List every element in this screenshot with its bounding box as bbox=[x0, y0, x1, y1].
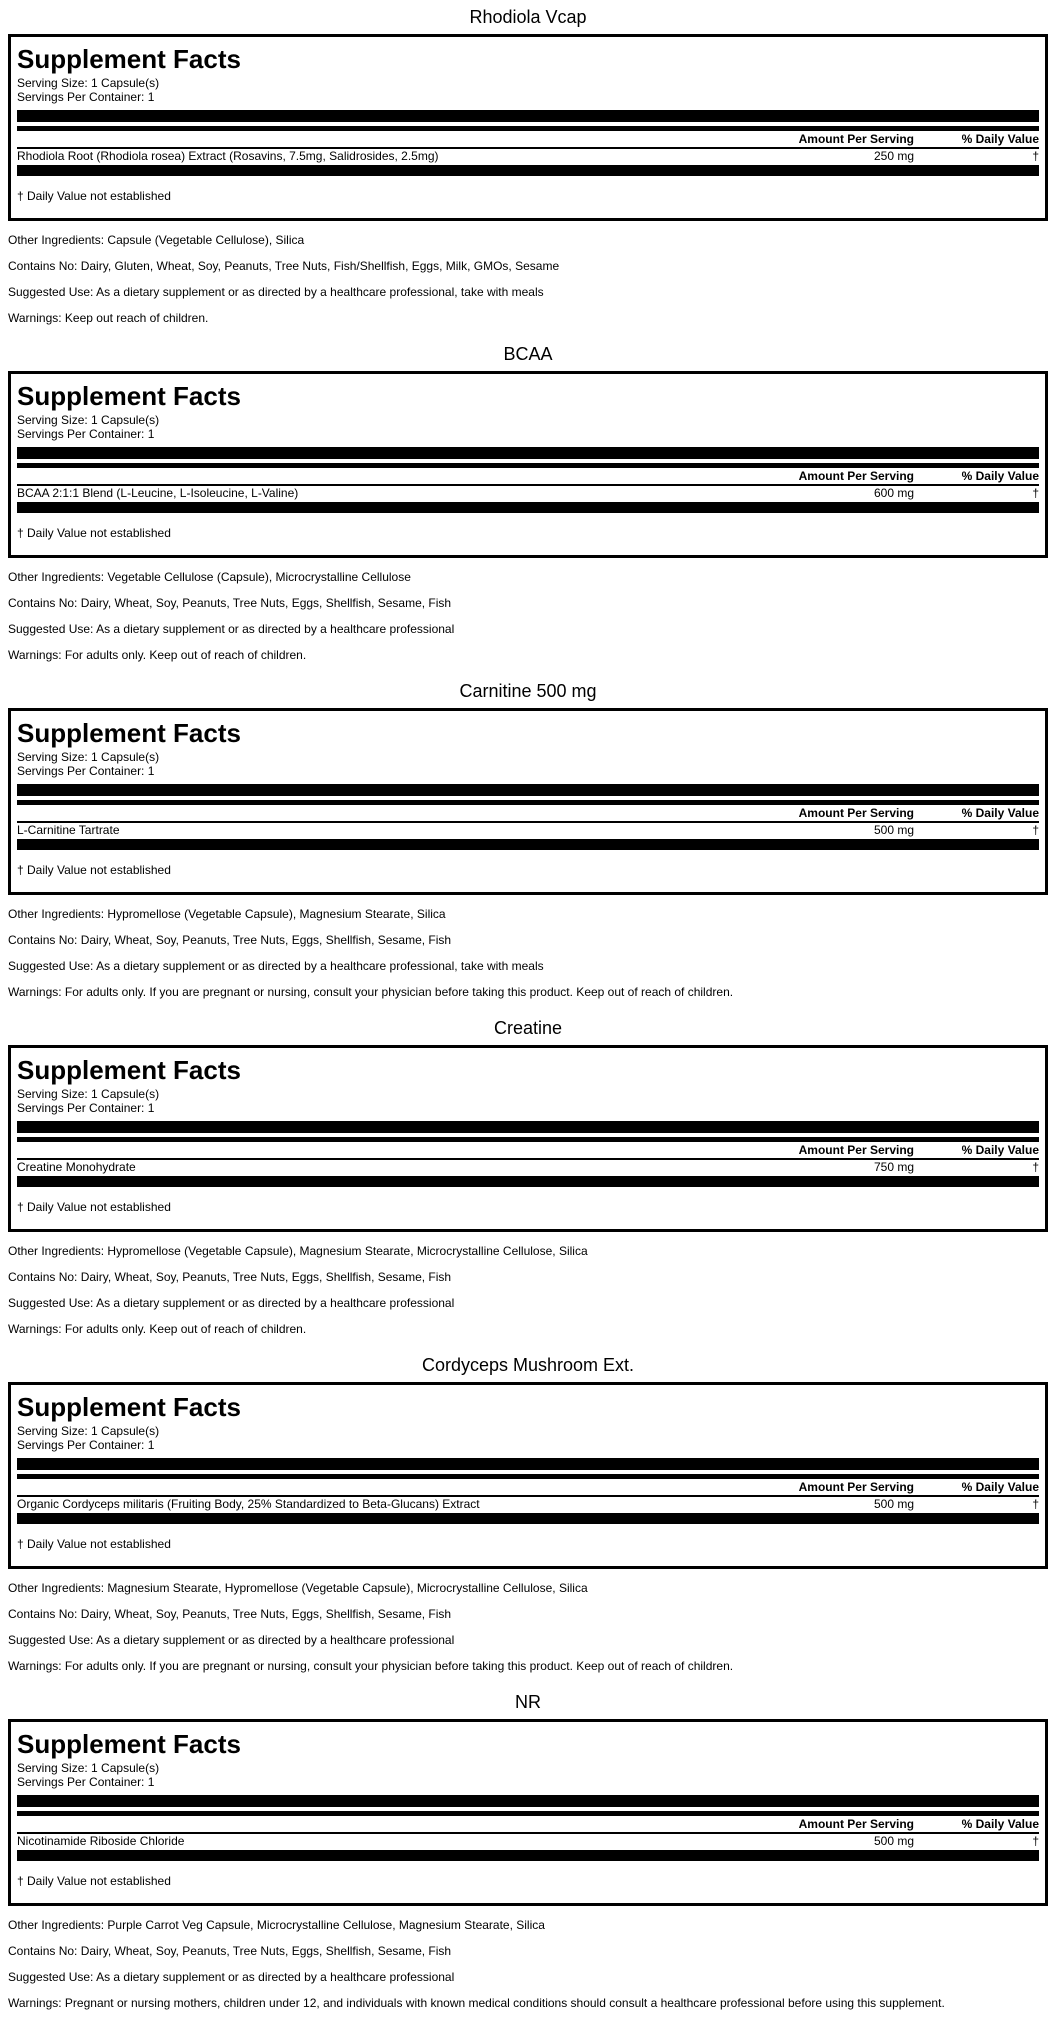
other-ingredients-text: Vegetable Cellulose (Capsule), Microcrystalline Cellulose bbox=[107, 570, 411, 584]
servings-per-container-value: 1 bbox=[147, 427, 155, 441]
serving-size-line bbox=[17, 750, 1039, 764]
servings-per-container-label: Servings Per Container: bbox=[17, 764, 145, 778]
servings-per-container-line bbox=[17, 764, 1039, 778]
contains-no-label: Contains No: bbox=[8, 1944, 78, 1958]
ingredient-name: Rhodiola Root (Rhodiola rosea) Extract (Rosavins, 7.5mg, Salidrosides, 2.5mg) bbox=[17, 149, 439, 163]
facts-header-row bbox=[17, 1143, 1039, 1158]
serving-size-label: Serving Size: bbox=[17, 1087, 88, 1101]
suggested-use-label: Suggested Use: bbox=[8, 959, 94, 973]
supplement-facts-heading: Supplement Facts bbox=[17, 44, 241, 74]
ingredient-daily-value: † bbox=[1032, 486, 1039, 500]
ingredient-daily-value: † bbox=[1032, 1497, 1039, 1511]
bottom-divider bbox=[17, 839, 1039, 850]
product-title: Creatine bbox=[493, 1018, 563, 1038]
serving-size-value: 1 Capsule(s) bbox=[91, 1761, 160, 1775]
warnings-line bbox=[8, 648, 1048, 674]
ingredient-column-header bbox=[17, 469, 714, 484]
ingredient-row bbox=[17, 1160, 1039, 1175]
supplement-facts-panel bbox=[8, 1045, 1048, 1232]
ingredient-column-header bbox=[17, 1817, 714, 1832]
supplement-facts-panel bbox=[8, 34, 1048, 221]
ingredient-row bbox=[17, 1497, 1039, 1512]
product-info bbox=[8, 1232, 1048, 1348]
contains-no-text: Dairy, Wheat, Soy, Peanuts, Tree Nuts, Eggs, Shellfish, Sesame, Fish bbox=[80, 596, 452, 610]
ingredient-amount: 250 mg bbox=[873, 149, 914, 163]
other-ingredients-line bbox=[8, 907, 1048, 933]
ingredient-amount: 500 mg bbox=[873, 1497, 914, 1511]
ingredient-column-header bbox=[17, 806, 714, 821]
other-ingredients-line bbox=[8, 233, 1048, 259]
bottom-divider bbox=[17, 502, 1039, 513]
supplement-facts-heading: Supplement Facts bbox=[17, 718, 241, 748]
ingredient-name: L-Carnitine Tartrate bbox=[17, 823, 120, 837]
other-ingredients-label: Other Ingredients: bbox=[8, 1244, 105, 1258]
medium-divider bbox=[17, 126, 1039, 131]
ingredient-amount: 600 mg bbox=[873, 486, 914, 500]
amount-column-header: Amount Per Serving bbox=[798, 806, 914, 820]
servings-per-container-line bbox=[17, 1438, 1039, 1452]
medium-divider bbox=[17, 1137, 1039, 1142]
serving-size-label: Serving Size: bbox=[17, 1761, 88, 1775]
other-ingredients-label: Other Ingredients: bbox=[8, 907, 105, 921]
warnings-line bbox=[8, 985, 1048, 1011]
warnings-line bbox=[8, 1322, 1048, 1348]
supplement-facts-panel bbox=[8, 708, 1048, 895]
daily-value-column-header: % Daily Value bbox=[961, 1817, 1039, 1831]
suggested-use-label: Suggested Use: bbox=[8, 1633, 94, 1647]
ingredient-name: Creatine Monohydrate bbox=[17, 1160, 136, 1174]
servings-per-container-label: Servings Per Container: bbox=[17, 1438, 145, 1452]
ingredient-amount: 500 mg bbox=[873, 823, 914, 837]
ingredient-amount: 500 mg bbox=[873, 1834, 914, 1848]
other-ingredients-text: Hypromellose (Vegetable Capsule), Magnesium Stearate, Microcrystalline Cellulose, Silica bbox=[107, 1244, 588, 1258]
servings-per-container-value: 1 bbox=[147, 1775, 155, 1789]
other-ingredients-text: Hypromellose (Vegetable Capsule), Magnesium Stearate, Silica bbox=[107, 907, 446, 921]
product-info bbox=[8, 895, 1048, 1011]
contains-no-line bbox=[8, 1270, 1048, 1296]
contains-no-label: Contains No: bbox=[8, 1607, 78, 1621]
servings-per-container-line bbox=[17, 90, 1039, 104]
suggested-use-label: Suggested Use: bbox=[8, 285, 94, 299]
suggested-use-text: As a dietary supplement or as directed by a healthcare professional bbox=[96, 622, 455, 636]
ingredient-row bbox=[17, 823, 1039, 838]
warnings-line bbox=[8, 1659, 1048, 1685]
contains-no-text: Dairy, Wheat, Soy, Peanuts, Tree Nuts, Eggs, Shellfish, Sesame, Fish bbox=[80, 1270, 452, 1284]
bottom-divider bbox=[17, 1176, 1039, 1187]
product-section bbox=[8, 1348, 1048, 1685]
suggested-use-line bbox=[8, 1633, 1048, 1659]
facts-header-row bbox=[17, 132, 1039, 147]
facts-header-row bbox=[17, 1817, 1039, 1832]
daily-value-column-header: % Daily Value bbox=[961, 132, 1039, 146]
serving-size-value: 1 Capsule(s) bbox=[91, 1087, 160, 1101]
serving-size-line bbox=[17, 413, 1039, 427]
suggested-use-line bbox=[8, 959, 1048, 985]
product-info bbox=[8, 1906, 1048, 2022]
ingredient-name: BCAA 2:1:1 Blend (L-Leucine, L-Isoleucine, L-Valine) bbox=[17, 486, 299, 500]
supplement-facts-panel bbox=[8, 1382, 1048, 1569]
other-ingredients-label: Other Ingredients: bbox=[8, 1581, 105, 1595]
suggested-use-line bbox=[8, 285, 1048, 311]
amount-column-header: Amount Per Serving bbox=[798, 132, 914, 146]
daily-value-footnote: † Daily Value not established bbox=[17, 1874, 171, 1888]
ingredient-column-header bbox=[17, 1143, 714, 1158]
supplement-facts-panel bbox=[8, 1719, 1048, 1906]
medium-divider bbox=[17, 463, 1039, 468]
product-section bbox=[8, 1685, 1048, 2022]
ingredient-daily-value: † bbox=[1032, 1834, 1039, 1848]
supplement-facts-panel bbox=[8, 371, 1048, 558]
servings-per-container-label: Servings Per Container: bbox=[17, 1101, 145, 1115]
serving-size-line bbox=[17, 1424, 1039, 1438]
ingredient-row bbox=[17, 486, 1039, 501]
ingredient-name: Organic Cordyceps militaris (Fruiting Body, 25% Standardized to Beta-Glucans) Extract bbox=[17, 1497, 480, 1511]
other-ingredients-line bbox=[8, 1244, 1048, 1270]
serving-size-label: Serving Size: bbox=[17, 76, 88, 90]
suggested-use-text: As a dietary supplement or as directed by a healthcare professional, take with meals bbox=[96, 959, 544, 973]
product-title: Carnitine 500 mg bbox=[459, 681, 597, 701]
serving-size-value: 1 Capsule(s) bbox=[91, 750, 160, 764]
contains-no-line bbox=[8, 1607, 1048, 1633]
warnings-label: Warnings: bbox=[8, 1659, 62, 1673]
daily-value-footnote: † Daily Value not established bbox=[17, 1200, 171, 1214]
thick-divider bbox=[17, 1121, 1039, 1133]
servings-per-container-line bbox=[17, 427, 1039, 441]
thick-divider bbox=[17, 1458, 1039, 1470]
amount-column-header: Amount Per Serving bbox=[798, 469, 914, 483]
other-ingredients-line bbox=[8, 570, 1048, 596]
serving-size-value: 1 Capsule(s) bbox=[91, 76, 160, 90]
suggested-use-label: Suggested Use: bbox=[8, 1296, 94, 1310]
product-section bbox=[8, 337, 1048, 674]
product-title: NR bbox=[515, 1692, 541, 1712]
serving-size-value: 1 Capsule(s) bbox=[91, 413, 160, 427]
ingredient-daily-value: † bbox=[1032, 823, 1039, 837]
suggested-use-text: As a dietary supplement or as directed by a healthcare professional bbox=[96, 1296, 455, 1310]
servings-per-container-label: Servings Per Container: bbox=[17, 427, 145, 441]
servings-per-container-label: Servings Per Container: bbox=[17, 90, 145, 104]
suggested-use-line bbox=[8, 1296, 1048, 1322]
contains-no-label: Contains No: bbox=[8, 259, 78, 273]
warnings-text: Pregnant or nursing mothers, children under 12, and individuals with known medical conditions should consult a healthcare professional before using this supplement. bbox=[64, 1996, 945, 2010]
supplement-facts-heading: Supplement Facts bbox=[17, 1729, 241, 1759]
thick-divider bbox=[17, 784, 1039, 796]
warnings-line bbox=[8, 311, 1048, 337]
product-section bbox=[8, 674, 1048, 1011]
daily-value-footnote: † Daily Value not established bbox=[17, 1537, 171, 1551]
warnings-label: Warnings: bbox=[8, 311, 62, 325]
other-ingredients-line bbox=[8, 1918, 1048, 1944]
bottom-divider bbox=[17, 1513, 1039, 1524]
suggested-use-line bbox=[8, 622, 1048, 648]
ingredient-column-header bbox=[17, 132, 714, 147]
warnings-label: Warnings: bbox=[8, 985, 62, 999]
other-ingredients-text: Magnesium Stearate, Hypromellose (Vegetable Capsule), Microcrystalline Cellulose, Silica bbox=[107, 1581, 588, 1595]
contains-no-label: Contains No: bbox=[8, 933, 78, 947]
warnings-label: Warnings: bbox=[8, 1996, 62, 2010]
warnings-text: For adults only. If you are pregnant or nursing, consult your physician before taking this product. Keep out of reach of children. bbox=[64, 985, 734, 999]
serving-size-value: 1 Capsule(s) bbox=[91, 1424, 160, 1438]
medium-divider bbox=[17, 800, 1039, 805]
amount-column-header: Amount Per Serving bbox=[798, 1817, 914, 1831]
serving-size-label: Serving Size: bbox=[17, 413, 88, 427]
suggested-use-text: As a dietary supplement or as directed by a healthcare professional bbox=[96, 1970, 455, 1984]
suggested-use-label: Suggested Use: bbox=[8, 622, 94, 636]
medium-divider bbox=[17, 1811, 1039, 1816]
thick-divider bbox=[17, 1795, 1039, 1807]
other-ingredients-label: Other Ingredients: bbox=[8, 1918, 105, 1932]
warnings-text: For adults only. If you are pregnant or nursing, consult your physician before taking this product. Keep out of reach of children. bbox=[64, 1659, 734, 1673]
facts-header-row bbox=[17, 469, 1039, 484]
servings-per-container-value: 1 bbox=[147, 764, 155, 778]
other-ingredients-label: Other Ingredients: bbox=[8, 570, 105, 584]
servings-per-container-value: 1 bbox=[147, 1101, 155, 1115]
contains-no-text: Dairy, Wheat, Soy, Peanuts, Tree Nuts, Eggs, Shellfish, Sesame, Fish bbox=[80, 933, 452, 947]
contains-no-label: Contains No: bbox=[8, 596, 78, 610]
other-ingredients-text: Purple Carrot Veg Capsule, Microcrystalline Cellulose, Magnesium Stearate, Silica bbox=[107, 1918, 545, 1932]
product-title: Rhodiola Vcap bbox=[469, 7, 587, 27]
suggested-use-label: Suggested Use: bbox=[8, 1970, 94, 1984]
ingredient-column-header bbox=[17, 1480, 714, 1495]
contains-no-line bbox=[8, 1944, 1048, 1970]
contains-no-line bbox=[8, 259, 1048, 285]
other-ingredients-text: Capsule (Vegetable Cellulose), Silica bbox=[107, 233, 305, 247]
contains-no-text: Dairy, Wheat, Soy, Peanuts, Tree Nuts, Eggs, Shellfish, Sesame, Fish bbox=[80, 1607, 452, 1621]
amount-column-header: Amount Per Serving bbox=[798, 1480, 914, 1494]
bottom-divider bbox=[17, 1850, 1039, 1861]
supplement-facts-heading: Supplement Facts bbox=[17, 1392, 241, 1422]
servings-per-container-line bbox=[17, 1775, 1039, 1789]
serving-size-line bbox=[17, 76, 1039, 90]
contains-no-line bbox=[8, 596, 1048, 622]
contains-no-text: Dairy, Gluten, Wheat, Soy, Peanuts, Tree Nuts, Fish/Shellfish, Eggs, Milk, GMOs, Sesame bbox=[80, 259, 560, 273]
daily-value-footnote: † Daily Value not established bbox=[17, 526, 171, 540]
daily-value-column-header: % Daily Value bbox=[961, 806, 1039, 820]
contains-no-line bbox=[8, 933, 1048, 959]
warnings-text: For adults only. Keep out of reach of children. bbox=[64, 1322, 307, 1336]
contains-no-label: Contains No: bbox=[8, 1270, 78, 1284]
daily-value-column-header: % Daily Value bbox=[961, 1143, 1039, 1157]
facts-header-row bbox=[17, 1480, 1039, 1495]
contains-no-text: Dairy, Wheat, Soy, Peanuts, Tree Nuts, Eggs, Shellfish, Sesame, Fish bbox=[80, 1944, 452, 1958]
warnings-label: Warnings: bbox=[8, 1322, 62, 1336]
serving-size-label: Serving Size: bbox=[17, 750, 88, 764]
warnings-text: Keep out reach of children. bbox=[64, 311, 209, 325]
ingredient-row bbox=[17, 149, 1039, 164]
daily-value-column-header: % Daily Value bbox=[961, 1480, 1039, 1494]
product-title: BCAA bbox=[503, 344, 553, 364]
product-title: Cordyceps Mushroom Ext. bbox=[421, 1355, 635, 1375]
serving-size-line bbox=[17, 1761, 1039, 1775]
facts-header-row bbox=[17, 806, 1039, 821]
product-info bbox=[8, 558, 1048, 674]
supplement-facts-heading: Supplement Facts bbox=[17, 1055, 241, 1085]
medium-divider bbox=[17, 1474, 1039, 1479]
ingredient-daily-value: † bbox=[1032, 149, 1039, 163]
suggested-use-text: As a dietary supplement or as directed by a healthcare professional, take with meals bbox=[96, 285, 544, 299]
serving-size-line bbox=[17, 1087, 1039, 1101]
amount-column-header: Amount Per Serving bbox=[798, 1143, 914, 1157]
supplement-facts-heading: Supplement Facts bbox=[17, 381, 241, 411]
suggested-use-text: As a dietary supplement or as directed by a healthcare professional bbox=[96, 1633, 455, 1647]
product-info bbox=[8, 1569, 1048, 1685]
ingredient-amount: 750 mg bbox=[873, 1160, 914, 1174]
other-ingredients-label: Other Ingredients: bbox=[8, 233, 105, 247]
ingredient-name: Nicotinamide Riboside Chloride bbox=[17, 1834, 185, 1848]
daily-value-column-header: % Daily Value bbox=[961, 469, 1039, 483]
servings-per-container-value: 1 bbox=[147, 1438, 155, 1452]
serving-size-label: Serving Size: bbox=[17, 1424, 88, 1438]
suggested-use-line bbox=[8, 1970, 1048, 1996]
ingredient-daily-value: † bbox=[1032, 1160, 1039, 1174]
product-section bbox=[8, 0, 1048, 337]
servings-per-container-line bbox=[17, 1101, 1039, 1115]
product-info bbox=[8, 221, 1048, 337]
ingredient-row bbox=[17, 1834, 1039, 1849]
warnings-label: Warnings: bbox=[8, 648, 62, 662]
servings-per-container-label: Servings Per Container: bbox=[17, 1775, 145, 1789]
other-ingredients-line bbox=[8, 1581, 1048, 1607]
warnings-text: For adults only. Keep out of reach of children. bbox=[64, 648, 307, 662]
daily-value-footnote: † Daily Value not established bbox=[17, 863, 171, 877]
warnings-line bbox=[8, 1996, 1048, 2022]
thick-divider bbox=[17, 110, 1039, 122]
servings-per-container-value: 1 bbox=[147, 90, 155, 104]
product-section bbox=[8, 1011, 1048, 1348]
daily-value-footnote: † Daily Value not established bbox=[17, 189, 171, 203]
bottom-divider bbox=[17, 165, 1039, 176]
thick-divider bbox=[17, 447, 1039, 459]
